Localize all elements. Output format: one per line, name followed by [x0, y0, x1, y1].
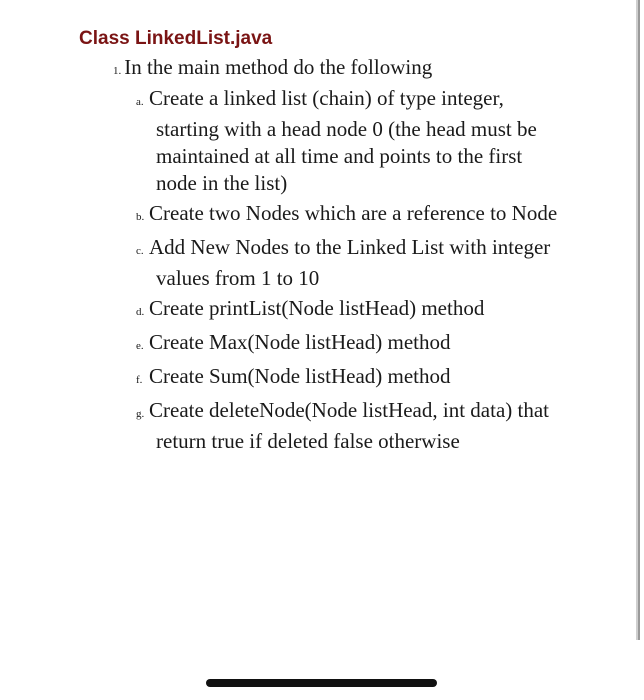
list-marker: 1.	[113, 65, 122, 77]
list-item	[136, 363, 566, 394]
scrollbar[interactable]	[636, 0, 640, 640]
sub-list	[136, 85, 566, 458]
list-marker: c.	[136, 245, 144, 257]
list-marker: d.	[136, 306, 145, 318]
list-item-text: Create deleteNode(Node listHead, int data) that return true if deleted false otherwise	[149, 398, 550, 453]
list-item	[136, 234, 566, 292]
list-marker: g.	[136, 408, 145, 420]
list-marker: f.	[136, 374, 143, 386]
page-title: Class LinkedList.java	[79, 28, 273, 49]
list-item-text: Create a linked list (chain) of type integer, starting with a head node 0 (the head must be maintained at all time and points to the first node in the list)	[149, 86, 537, 195]
list-item	[136, 329, 566, 360]
list-marker: e.	[136, 340, 144, 352]
list-item-text: Create two Nodes which are a reference to Node	[149, 201, 558, 225]
home-indicator[interactable]	[206, 679, 437, 687]
list-marker: a.	[136, 96, 144, 108]
list-item-text: Create Max(Node listHead) method	[149, 330, 451, 354]
list-item	[136, 295, 566, 326]
list-marker: b.	[136, 211, 145, 223]
main-list-item	[113, 55, 432, 80]
list-item-text: Add New Nodes to the Linked List with integer values from 1 to 10	[149, 235, 551, 290]
main-item-text: In the main method do the following	[124, 55, 433, 79]
list-item	[136, 85, 566, 197]
list-item-text: Create Sum(Node listHead) method	[149, 364, 451, 388]
list-item	[136, 397, 566, 455]
list-item-text: Create printList(Node listHead) method	[149, 296, 485, 320]
list-item	[136, 200, 566, 231]
